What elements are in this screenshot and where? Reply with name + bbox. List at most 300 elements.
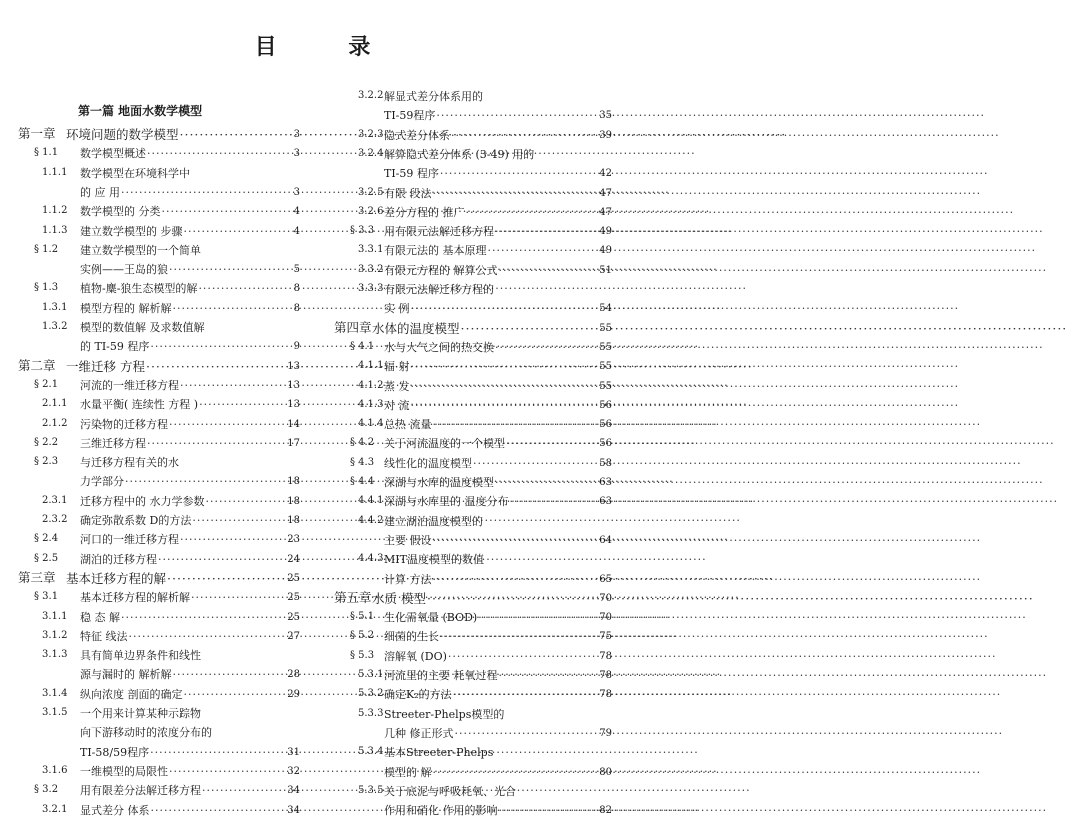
page-number: 28 bbox=[287, 669, 300, 681]
entry-title: 细菌的生长 bbox=[384, 630, 439, 644]
page-number: 29 bbox=[287, 688, 300, 700]
dot-leader bbox=[199, 398, 286, 412]
page-number: 54 bbox=[599, 303, 612, 315]
entry-title: 的 应 用 bbox=[80, 185, 120, 199]
toc-entry[interactable] bbox=[384, 103, 612, 123]
dot-leader bbox=[169, 263, 293, 277]
entry-title: 水体的温度模型 bbox=[372, 320, 460, 336]
page-number: 18 bbox=[287, 476, 300, 488]
dot-leader bbox=[192, 514, 286, 528]
section-number: 2.1.2 bbox=[42, 417, 68, 429]
toc-entry[interactable] bbox=[384, 374, 612, 394]
entry-title: 计算 方法 bbox=[384, 572, 432, 586]
toc-entry[interactable] bbox=[384, 84, 612, 104]
entry-title: 基本迁移方程的解 bbox=[66, 570, 167, 586]
toc-entry[interactable] bbox=[80, 489, 300, 509]
section-number: 1.3.1 bbox=[42, 301, 68, 313]
page-number: 18 bbox=[287, 515, 300, 526]
dot-leader bbox=[147, 147, 293, 161]
toc-entry[interactable] bbox=[80, 373, 300, 393]
page-number: 13 bbox=[287, 360, 300, 372]
section-number: 3.2.2 bbox=[358, 90, 384, 101]
entry-title: 实例——王岛的狼 bbox=[80, 263, 168, 277]
page-number: 27 bbox=[287, 630, 300, 642]
chapter-number: 第四章 bbox=[334, 319, 372, 335]
dot-leader bbox=[150, 340, 292, 354]
entry-title: 污染物的迁移方程 bbox=[80, 417, 168, 431]
entry-title: 特征 线法 bbox=[80, 629, 128, 643]
toc-entry[interactable] bbox=[80, 778, 300, 798]
chapter-number: 第三章 bbox=[18, 569, 56, 585]
page-number: 8 bbox=[293, 302, 300, 314]
section-number: 2.1.1 bbox=[42, 398, 68, 410]
section-number: 2.3.1 bbox=[42, 494, 68, 506]
dot-leader bbox=[167, 572, 286, 586]
toc-entry[interactable] bbox=[384, 605, 612, 625]
page-number: 25 bbox=[287, 611, 300, 623]
entry-title: 模型的 解 bbox=[384, 765, 432, 779]
entry-title: 河流里的主要 耗氧过程 bbox=[384, 669, 498, 682]
page-number: 24 bbox=[287, 553, 300, 565]
entry-title: 迁移方程中的 水力学参数 bbox=[80, 494, 205, 508]
toc-entry[interactable] bbox=[384, 509, 612, 529]
section-number: 3.2.1 bbox=[42, 803, 68, 815]
entry-title: 用有限差分法解迁移方程 bbox=[80, 784, 201, 798]
entry-title: 水量平衡( 连续性 方程 ) bbox=[80, 398, 199, 412]
dot-leader bbox=[440, 167, 598, 181]
toc-entry[interactable] bbox=[384, 142, 612, 162]
toc-entry[interactable] bbox=[80, 527, 300, 547]
part-heading: 第一篇 地面水数学模型 bbox=[78, 104, 203, 118]
entry-title: 建立数学模型的 步骤 bbox=[80, 224, 183, 238]
dot-leader bbox=[121, 186, 293, 200]
toc-entry[interactable] bbox=[384, 567, 612, 587]
section-number: § 4.4 bbox=[350, 476, 375, 487]
toc-entry[interactable] bbox=[80, 296, 300, 316]
dot-leader bbox=[495, 341, 598, 355]
section-number: 5.3.3 bbox=[358, 707, 384, 719]
entry-title: 差分方程的 推广 bbox=[384, 205, 465, 219]
dot-leader bbox=[466, 206, 599, 220]
dot-leader bbox=[436, 109, 598, 123]
dot-leader bbox=[499, 804, 599, 818]
chapter-number: 第二章 bbox=[18, 357, 56, 373]
section-number: 3.1.5 bbox=[42, 707, 68, 718]
dot-leader bbox=[433, 534, 599, 548]
page-number: 79 bbox=[599, 727, 612, 739]
entry-title: 深湖与水库里的 温度分布 bbox=[384, 495, 509, 509]
toc-entry[interactable] bbox=[80, 605, 300, 625]
toc-entry[interactable] bbox=[80, 682, 300, 702]
page-number: 13 bbox=[287, 379, 300, 391]
entry-title: 一个用来计算某种示踪物 bbox=[80, 707, 201, 720]
chapter-number: 第五章 bbox=[334, 589, 372, 605]
section-number: § 4.3 bbox=[350, 456, 375, 468]
toc-entry[interactable] bbox=[80, 740, 300, 760]
dot-leader bbox=[158, 553, 286, 567]
toc-entry[interactable] bbox=[80, 180, 300, 200]
page-number: 78 bbox=[599, 650, 612, 662]
entry-title: 力学部分 bbox=[80, 475, 124, 489]
page-number: 47 bbox=[599, 187, 612, 199]
entry-title: 植物-麋-狼生态模型的解 bbox=[80, 282, 198, 296]
dot-leader bbox=[448, 650, 598, 664]
toc-entry[interactable] bbox=[384, 200, 612, 220]
page-number: 82 bbox=[599, 805, 612, 817]
toc-entry[interactable] bbox=[384, 528, 612, 548]
page-number: 5 bbox=[293, 264, 300, 276]
entry-title: 深湖与水库的温度模型 bbox=[384, 476, 494, 489]
toc-entry[interactable] bbox=[384, 740, 612, 760]
toc-entry[interactable] bbox=[384, 219, 612, 239]
section-number: 4.1.3 bbox=[358, 398, 384, 410]
page-number: 42 bbox=[599, 168, 612, 180]
toc-chapter-entry[interactable] bbox=[66, 122, 300, 142]
dot-leader bbox=[411, 360, 599, 374]
page-number: 78 bbox=[599, 689, 612, 701]
entry-title: 三维迁移方程 bbox=[80, 436, 146, 450]
entry-title: 一维模型的局限性 bbox=[80, 764, 168, 778]
toc-entry[interactable] bbox=[80, 547, 300, 567]
toc-entry[interactable] bbox=[80, 257, 300, 277]
dot-leader bbox=[206, 495, 287, 509]
section-number: 3.1.3 bbox=[42, 649, 68, 661]
dot-leader bbox=[433, 766, 599, 780]
section-number: 1.1.1 bbox=[42, 166, 68, 178]
section-number: § 3.2 bbox=[34, 784, 59, 796]
dot-leader bbox=[461, 322, 599, 336]
dot-leader bbox=[191, 591, 286, 605]
toc-entry[interactable] bbox=[384, 721, 612, 741]
dot-leader bbox=[180, 379, 286, 393]
toc-entry[interactable] bbox=[384, 354, 612, 374]
toc-chapter-entry[interactable] bbox=[372, 586, 612, 606]
dot-leader bbox=[184, 225, 293, 239]
dot-leader bbox=[506, 437, 598, 451]
entry-title: 解显式差分体系用的 bbox=[384, 90, 483, 103]
toc-entry[interactable] bbox=[384, 470, 612, 490]
dot-leader bbox=[146, 360, 286, 374]
dot-leader bbox=[121, 611, 286, 625]
entry-title: 关于河流温度的一个模型 bbox=[384, 437, 505, 451]
dot-leader bbox=[499, 669, 599, 683]
page-number: 3 bbox=[293, 186, 300, 198]
dot-leader bbox=[451, 129, 598, 143]
toc-entry[interactable] bbox=[80, 141, 300, 161]
entry-title: Streeter-Phelps模型的 bbox=[384, 707, 505, 721]
page-number: 80 bbox=[599, 766, 612, 778]
section-number: § 2.2 bbox=[34, 436, 59, 448]
toc-entry[interactable] bbox=[384, 412, 612, 432]
entry-title: 关于底泥与呼吸耗氧、光合 bbox=[384, 784, 516, 798]
dot-leader bbox=[433, 573, 599, 587]
entry-title: 有限元方程的 解算公式 bbox=[384, 263, 498, 277]
section-number: 4.1.2 bbox=[358, 379, 384, 391]
toc-entry[interactable] bbox=[80, 585, 300, 605]
toc-chapter-entry[interactable] bbox=[66, 566, 300, 586]
entry-title: 数学模型在环境科学中 bbox=[80, 166, 190, 180]
page-number: 35 bbox=[599, 110, 612, 122]
entry-title: 的 TI-59 程序 bbox=[80, 340, 150, 354]
dot-leader bbox=[173, 668, 287, 682]
entry-title: 几种 修正形式 bbox=[384, 726, 454, 740]
section-number: 3.1.4 bbox=[42, 687, 68, 699]
entry-title: 有限 段法 bbox=[384, 186, 432, 200]
section-number: 3.3.3 bbox=[358, 283, 384, 294]
toc-chapter-entry[interactable] bbox=[66, 354, 300, 374]
section-number: § 4.1 bbox=[350, 340, 375, 352]
toc-entry[interactable] bbox=[80, 643, 300, 663]
entry-title: 纵向浓度 剖面的确定 bbox=[80, 687, 183, 701]
entry-title: 蒸 发 bbox=[384, 379, 410, 393]
section-number: 5.3.2 bbox=[358, 688, 384, 700]
section-number: 3.2.4 bbox=[358, 147, 384, 159]
section-number: 3.3.1 bbox=[358, 244, 384, 256]
section-number: 5.3.1 bbox=[358, 669, 384, 680]
page-number: 55 bbox=[599, 380, 612, 392]
section-number: § 5.3 bbox=[350, 649, 375, 661]
page-number: 49 bbox=[599, 245, 612, 257]
dot-leader bbox=[453, 688, 599, 702]
entry-title: 作用和硝化 作用的影响 bbox=[384, 804, 498, 818]
entry-title: 环境问题的数学模型 bbox=[66, 127, 179, 142]
page-number: 4 bbox=[293, 206, 300, 218]
entry-title: 确定K₂的方法 bbox=[384, 688, 452, 702]
page-number: 23 bbox=[287, 534, 300, 546]
section-number: 3.1.1 bbox=[42, 610, 68, 622]
entry-title: 湖泊的迁移方程 bbox=[80, 552, 157, 566]
entry-title: TI-59 程序 bbox=[384, 167, 439, 181]
entry-title: 辐 射 bbox=[384, 360, 410, 374]
toc-entry[interactable] bbox=[384, 451, 612, 471]
page-number: 13 bbox=[287, 399, 300, 411]
dot-leader bbox=[180, 128, 293, 142]
section-number: 4.4.3 bbox=[358, 553, 384, 565]
page-number: 70 bbox=[599, 612, 612, 624]
entry-title: 河流的一维迁移方程 bbox=[80, 378, 179, 392]
section-number: 3.3.2 bbox=[358, 263, 384, 275]
page-number: 56 bbox=[599, 438, 612, 450]
section-number: § 3.3 bbox=[350, 225, 375, 237]
section-number: 1.1.2 bbox=[42, 205, 68, 217]
page-number: 63 bbox=[599, 496, 612, 508]
dot-leader bbox=[150, 746, 286, 760]
section-number: § 2.1 bbox=[34, 378, 59, 390]
toc-entry[interactable] bbox=[384, 238, 612, 258]
section-number: § 4.2 bbox=[350, 437, 375, 449]
page-number: 3 bbox=[293, 148, 300, 160]
page-number: 34 bbox=[287, 785, 300, 797]
page-number: 55 bbox=[599, 361, 612, 373]
dot-leader bbox=[129, 630, 287, 644]
dot-leader bbox=[495, 225, 598, 239]
toc-entry[interactable] bbox=[80, 392, 300, 412]
page-number: 78 bbox=[599, 670, 612, 681]
toc-entry[interactable] bbox=[80, 431, 300, 451]
toc-entry[interactable] bbox=[384, 258, 612, 278]
dot-leader bbox=[151, 804, 287, 818]
entry-title: 有限元法的 基本原理 bbox=[384, 244, 487, 258]
toc-entry[interactable] bbox=[384, 760, 612, 780]
page-number: 3 bbox=[293, 129, 300, 140]
entry-title: 隐式差分体系 bbox=[384, 128, 450, 142]
entry-title: 河口的一维迁移方程 bbox=[80, 533, 179, 547]
entry-title: TI-58/59程序 bbox=[80, 745, 150, 759]
section-number: 3.2.6 bbox=[358, 205, 384, 217]
entry-title: 具有简单边界条件和线性 bbox=[80, 649, 201, 663]
dot-leader bbox=[169, 418, 286, 432]
page-number: 34 bbox=[287, 804, 300, 816]
entry-title: 建立湖泊温度模型的 bbox=[384, 514, 483, 528]
section-number: 4.1.1 bbox=[358, 360, 384, 372]
toc-entry[interactable] bbox=[80, 624, 300, 644]
entry-title: 建立数学模型的一个简单 bbox=[80, 243, 201, 257]
section-number: 4.4.1 bbox=[358, 495, 384, 507]
chapter-number: 第一章 bbox=[18, 126, 56, 141]
dot-leader bbox=[411, 302, 599, 316]
dot-leader bbox=[495, 476, 598, 490]
page-number: 31 bbox=[287, 746, 300, 758]
toc-entry[interactable] bbox=[80, 334, 300, 354]
entry-title: 确定弥散系数 D的方法 bbox=[80, 514, 192, 527]
toc-entry[interactable] bbox=[384, 547, 612, 567]
dot-leader bbox=[162, 205, 293, 219]
toc-entry[interactable] bbox=[80, 662, 300, 682]
entry-title: 水与大气之间的热交换 bbox=[384, 340, 494, 354]
section-number: 3.1.6 bbox=[42, 764, 68, 776]
section-number: 3.2.5 bbox=[358, 186, 384, 198]
toc-entry[interactable] bbox=[80, 508, 300, 528]
section-number: § 3.1 bbox=[34, 591, 59, 603]
entry-title: 基本迁移方程的解析解 bbox=[80, 591, 190, 605]
entry-title: 源与漏时的 解析解 bbox=[80, 668, 172, 682]
toc-entry[interactable] bbox=[80, 238, 300, 258]
entry-title: 解算隐式差分体系 (3-49) 用的 bbox=[384, 147, 535, 161]
dot-leader bbox=[180, 533, 286, 547]
dot-leader bbox=[202, 784, 286, 798]
entry-title: 稳 态 解 bbox=[80, 610, 120, 624]
dot-leader bbox=[427, 592, 598, 606]
dot-leader bbox=[173, 302, 293, 316]
section-number: 4.1.4 bbox=[358, 418, 384, 430]
dot-leader bbox=[198, 282, 292, 296]
page-number: 25 bbox=[287, 572, 300, 584]
toc-chapter-entry[interactable] bbox=[372, 316, 612, 336]
dot-leader bbox=[473, 457, 598, 471]
page-number: 9 bbox=[293, 341, 300, 353]
toc-entry[interactable] bbox=[384, 161, 612, 181]
dot-leader bbox=[433, 418, 599, 432]
page-number: 51 bbox=[599, 264, 612, 276]
section-number: 5.3.5 bbox=[358, 784, 384, 796]
toc-entry[interactable] bbox=[384, 393, 612, 413]
entry-title: 显式差分 体系 bbox=[80, 803, 150, 817]
section-number: 3.1.2 bbox=[42, 629, 68, 641]
section-number: § 1.1 bbox=[34, 147, 59, 159]
section-number: § 5.2 bbox=[350, 630, 375, 642]
page-number: 17 bbox=[287, 437, 300, 449]
section-number: § 2.5 bbox=[34, 552, 59, 564]
toc-entry[interactable] bbox=[80, 450, 300, 470]
toc-entry[interactable] bbox=[384, 296, 612, 316]
toc-entry[interactable] bbox=[384, 123, 612, 143]
toc-entry[interactable] bbox=[384, 682, 612, 702]
entry-title: 水质 模型 bbox=[372, 590, 426, 606]
toc-entry[interactable] bbox=[384, 277, 612, 297]
entry-title: 模型的数值解 及求数值解 bbox=[80, 321, 205, 334]
section-number: 1.1.3 bbox=[42, 224, 68, 236]
toc-entry[interactable] bbox=[384, 779, 612, 799]
toc-entry[interactable] bbox=[384, 798, 612, 818]
entry-title: 有限元法解迁移方程的 bbox=[384, 283, 494, 296]
section-number: 3.2.3 bbox=[358, 128, 384, 140]
page-number: 25 bbox=[287, 592, 300, 604]
toc-entry[interactable] bbox=[80, 701, 300, 721]
entry-title: 主要 假设 bbox=[384, 533, 432, 547]
toc-entry[interactable] bbox=[384, 431, 612, 451]
toc-entry[interactable] bbox=[80, 276, 300, 296]
entry-title: 基本Streeter-Phelps bbox=[384, 746, 494, 760]
dot-leader bbox=[510, 495, 599, 509]
section-number: § 1.2 bbox=[34, 243, 59, 255]
section-number: § 2.4 bbox=[34, 533, 59, 545]
dot-leader bbox=[488, 244, 599, 258]
page-number: 64 bbox=[599, 534, 612, 546]
entry-title: 线性化的温度模型 bbox=[384, 456, 472, 470]
toc-entry[interactable] bbox=[384, 702, 612, 722]
toc-entry[interactable] bbox=[384, 644, 612, 664]
dot-leader bbox=[455, 727, 599, 741]
dot-leader bbox=[169, 765, 286, 779]
toc-entry[interactable] bbox=[80, 161, 300, 181]
section-number: 5.3.4 bbox=[358, 746, 384, 758]
toc-entry[interactable] bbox=[80, 798, 300, 818]
entry-title: 实 例 bbox=[384, 302, 410, 316]
toc-entry[interactable] bbox=[80, 199, 300, 219]
page-number: 47 bbox=[599, 206, 612, 218]
page-number: 63 bbox=[599, 477, 612, 488]
dot-leader bbox=[411, 380, 599, 394]
dot-leader bbox=[478, 611, 598, 625]
dot-leader bbox=[440, 630, 598, 644]
toc-entry[interactable] bbox=[384, 181, 612, 201]
toc-entry[interactable] bbox=[384, 335, 612, 355]
toc-entry[interactable] bbox=[384, 624, 612, 644]
toc-entry[interactable] bbox=[80, 759, 300, 779]
section-number: § 5.1 bbox=[350, 611, 375, 623]
toc-entry[interactable] bbox=[80, 315, 300, 335]
section-number: 4.4.2 bbox=[358, 514, 384, 526]
entry-title: TI-59程序 bbox=[384, 109, 436, 123]
toc-entry[interactable] bbox=[80, 720, 300, 740]
entry-title: 用有限元法解迁移方程 bbox=[384, 225, 494, 239]
page-number: 49 bbox=[599, 226, 612, 238]
entry-title: 数学模型概述 bbox=[80, 147, 146, 161]
entry-title: 对 流 bbox=[384, 398, 410, 412]
toc-entry[interactable] bbox=[80, 469, 300, 489]
toc-entry[interactable] bbox=[80, 412, 300, 432]
dot-leader bbox=[184, 688, 287, 702]
entry-title: 数学模型的 分类 bbox=[80, 205, 161, 219]
entry-title: 生化需氧量 (BOD) bbox=[384, 611, 478, 625]
section-number: § 1.3 bbox=[34, 282, 59, 294]
toc-entry[interactable] bbox=[80, 219, 300, 239]
page-number: 4 bbox=[293, 225, 300, 237]
dot-leader bbox=[411, 399, 599, 413]
toc-entry[interactable] bbox=[384, 489, 612, 509]
toc-entry[interactable] bbox=[384, 663, 612, 683]
page-number: 55 bbox=[599, 322, 612, 334]
